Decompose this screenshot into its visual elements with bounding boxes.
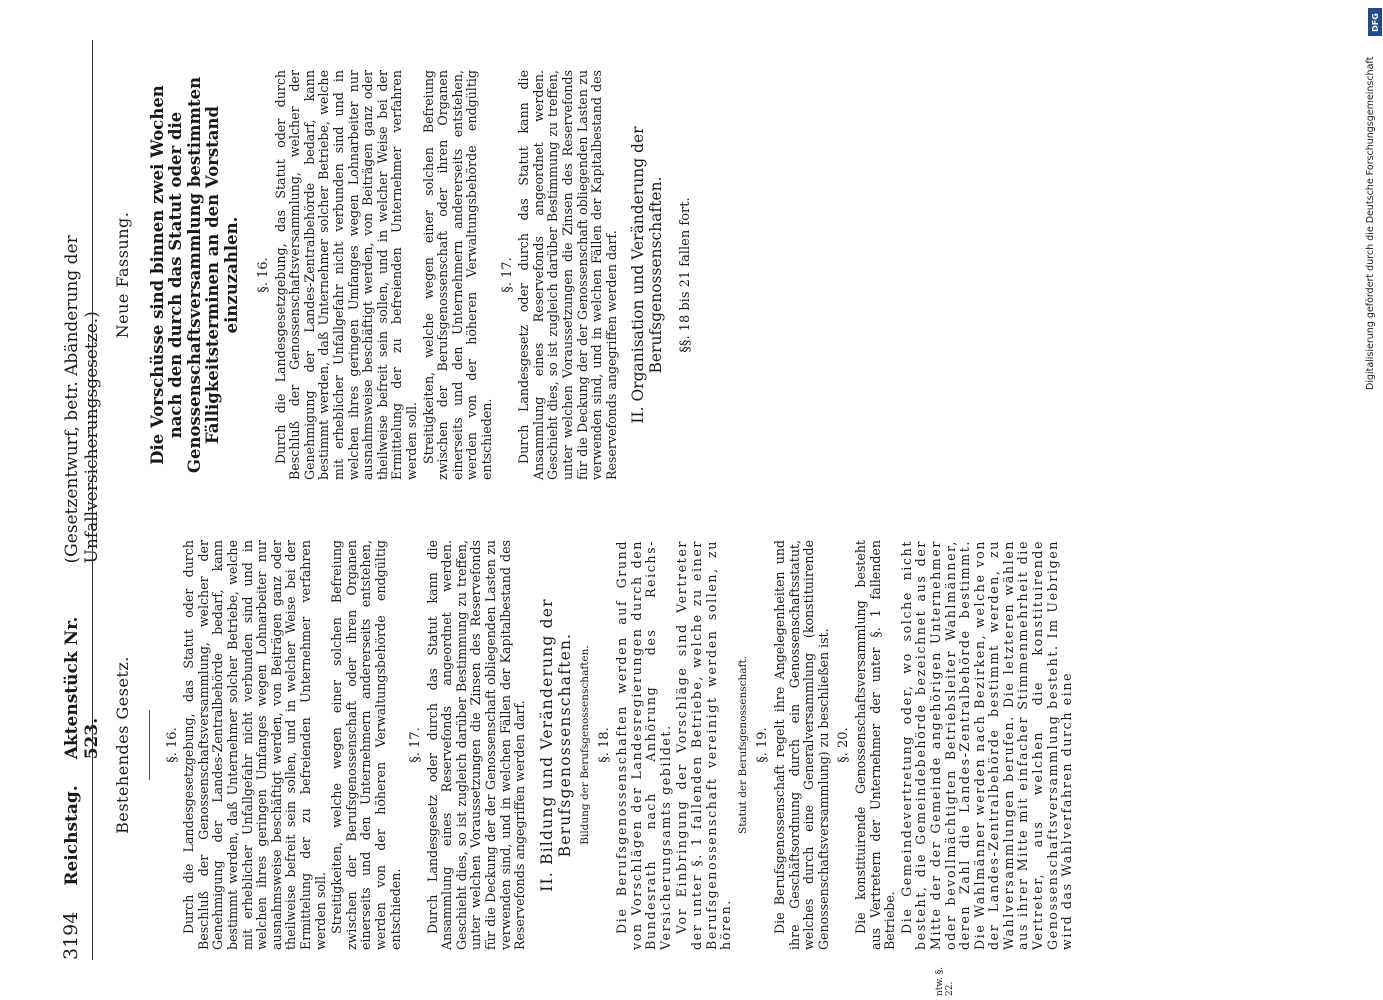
- left-column-title: Bestehendes Gesetz.: [113, 656, 132, 834]
- section-20-paragraph-2: Die Gemeindevertretung oder, wo solche nicht besteht, die Gemeindebehörde bezeichnet aus der Mitte der der Gemeinde angehörigen Unternehmer oder bevollmächtigten Betriebsleiter Wahlmänner, deren Zahl die Landes-Zentralbehörde bestimmt. Die Wahlmänner werden nach Bezirken, welche von der Landes-Zentralbehörde bestimmt werden, zu Wahlversammlungen berufen. Die letzteren wählen aus ihrer Mitte mit einfacher Stimmenmehrheit die Vertreter, aus welchen die konstituirende Genossenschaftsversammlung besteht. Im Uebrigen wird das Wahlverfahren durch eine: [898, 540, 1075, 950]
- header-rule: [92, 40, 93, 960]
- section-20-paragraph-1: Die konstituirende Genossenschaftsversammlung besteht aus Vertretern der Unternehmer der unter §. 1 fallenden Betriebe.: [852, 540, 898, 950]
- title-rule: [149, 710, 150, 780]
- dfg-logo-text: DFG: [1370, 12, 1380, 32]
- section-18-heading: §. 18.: [597, 727, 613, 763]
- section-18-paragraph-1: Die Berufsgenossenschaften werden auf Grund von Vorschlägen der Landesregierungen durch den Bundesrath nach Anhörung des Reichs-Versicherungsamts gebildet.: [614, 540, 673, 950]
- new-section-17-paragraph: Durch Landesgesetz oder durch das Statut kann die Ansammlung eines Reservefonds angeordnet werden. Geschieht dies, so ist zugleich darüber Bestimmung zu treffen, unter welchen Voraussetzungen die Zinsen des Reservefonds für die Deckung der der Genossenschaft obliegenden Lasten zu verwenden sind, und in welchen Fällen der Kapitalbestand des Reservefonds angegriffen werden darf.: [516, 70, 619, 480]
- digitization-credit: [1352, 56, 1378, 400]
- new-chapter-2-heading: II. Organisation und Veränderung der Berufsgenossenschaften.: [629, 126, 666, 424]
- header-aktenstueck: Aktenstück Nr. 523.: [62, 616, 102, 760]
- section-16-heading: §. 16.: [164, 727, 180, 763]
- section-16-paragraph-2: Streitigkeiten, welche wegen einer solchen Befreiung zwischen der Berufsgenossenschaft oder ihren Organen einerseits und den Unternehmern andererseits entstehen, werden von der höheren Verwaltungsbehörde endgültig entschieden.: [329, 540, 403, 950]
- header-subtitle: (Gesetzentwurf, betr. Abänderung der Unfallversicherungsgesetze.): [62, 235, 102, 564]
- page-number: 3194: [60, 911, 82, 960]
- section-17-paragraph: Durch Landesgesetz oder durch das Statut kann die Ansammlung eines Reservefonds angeordnet werden. Geschieht dies, so ist zugleich darüber Bestimmung zu treffen, unter welchen Voraussetzungen die Zinsen des Reservefonds für die Deckung der der Genossenschaft obliegenden Lasten zu verwenden sind, und in welchen Fällen der Kapitalbestand des Reservefonds angegriffen werden darf.: [424, 540, 528, 950]
- digitization-text: Digitalisierung gefördert durch die Deutsche Forschungsgemeinschaft: [1365, 56, 1376, 390]
- sections-18-21-removed: §§. 18 bis 21 fallen fort.: [678, 197, 694, 353]
- page-header: [60, 40, 102, 960]
- right-column-new-version: [110, 70, 696, 480]
- new-section-16-paragraph-1: Durch die Landesgesetzgebung, das Statut oder durch Beschluß der Genossenschaftsversammlung, welcher der Genehmigung der Landes-Zentralbehörde bedarf, kann bestimmt werden, daß Unternehmer solcher Betriebe, welche mit erheblicher Unfallgefahr nicht verbunden sind und in welchen ihres geringen Umfanges wegen Lohnarbeiter nur ausnahmsweise beschäftigt werden, von Beiträgen ganz oder theilweise befreit sein sollen, und in welcher Weise bei der Ermittelung der zu befreienden Unternehmer verfahren werden soll.: [272, 70, 420, 480]
- bold-paragraph-vorschuesse: Die Vorschüsse sind binnen zwei Wochen nach den durch das Statut oder die Genossenschaftsversammlung bestimmten Fälligkeitsterminen an den Vorstand einzuzahlen.: [147, 76, 241, 474]
- left-column-existing-law: [110, 540, 1077, 950]
- new-section-17-heading: §. 17.: [499, 257, 515, 293]
- right-column-title: Neue Fassung.: [113, 211, 132, 339]
- section-19-paragraph: Die Berufsgenossenschaft regelt ihre Angelegenheiten und ihre Geschäftsordnung durch ein Genossenschaftsstatut, welches durch eine Generalversammlung (konstituirende Genossenschaftsversammlung) zu beschließen ist.: [771, 540, 831, 950]
- section-17-heading: §. 17.: [408, 727, 424, 763]
- section-16-paragraph-1: Durch die Landesgesetzgebung, das Statut oder durch Beschluß der Genossenschaftsversammlung, welcher der Genehmigung der Landes-Zentralbehörde bedarf, kann bestimmt werden, daß Unternehmer solcher Betriebe, welche mit erheblicher Unfallgefahr nicht verbunden sind und in welchen ihres geringen Umfanges wegen Lohnarbeiter nur ausnahmsweise beschäftigt werden, von Beiträgen ganz oder theilweise befreit sein sollen, und in welcher Weise bei der Ermittelung der zu befreienden Unternehmer verfahren werden soll.: [181, 540, 328, 950]
- chapter-2-heading: II. Bildung und Veränderung der Berufsgenossenschaften.: [537, 598, 574, 892]
- margin-note: ntw. §. 22.: [935, 966, 955, 996]
- section-19-heading: §. 19.: [755, 727, 771, 763]
- subheading-bildung: Bildung der Berufsgenossenschaften.: [578, 645, 591, 845]
- subheading-statut: Statut der Berufsgenossenschaft.: [736, 656, 749, 834]
- new-section-16-heading: §. 16.: [256, 257, 272, 293]
- section-20-heading: §. 20.: [836, 727, 852, 763]
- header-reichstag: Reichstag.: [62, 785, 82, 886]
- new-section-16-paragraph-2: Streitigkeiten, welche wegen einer solchen Befreiung zwischen der Berufsgenossenschaft oder ihren Organen einerseits und den Unternehmern andererseits entstehen, werden von der höheren Verwaltungsbehörde endgültig entschieden.: [420, 70, 494, 480]
- dfg-logo: [1368, 8, 1382, 36]
- section-18-paragraph-2: Vor Einbringung der Vorschläge sind Vertreter der unter §. 1 fallenden Betriebe, welche zu einer Berufsgenossenschaft vereinigt werden sollen, zu hören.: [674, 540, 734, 950]
